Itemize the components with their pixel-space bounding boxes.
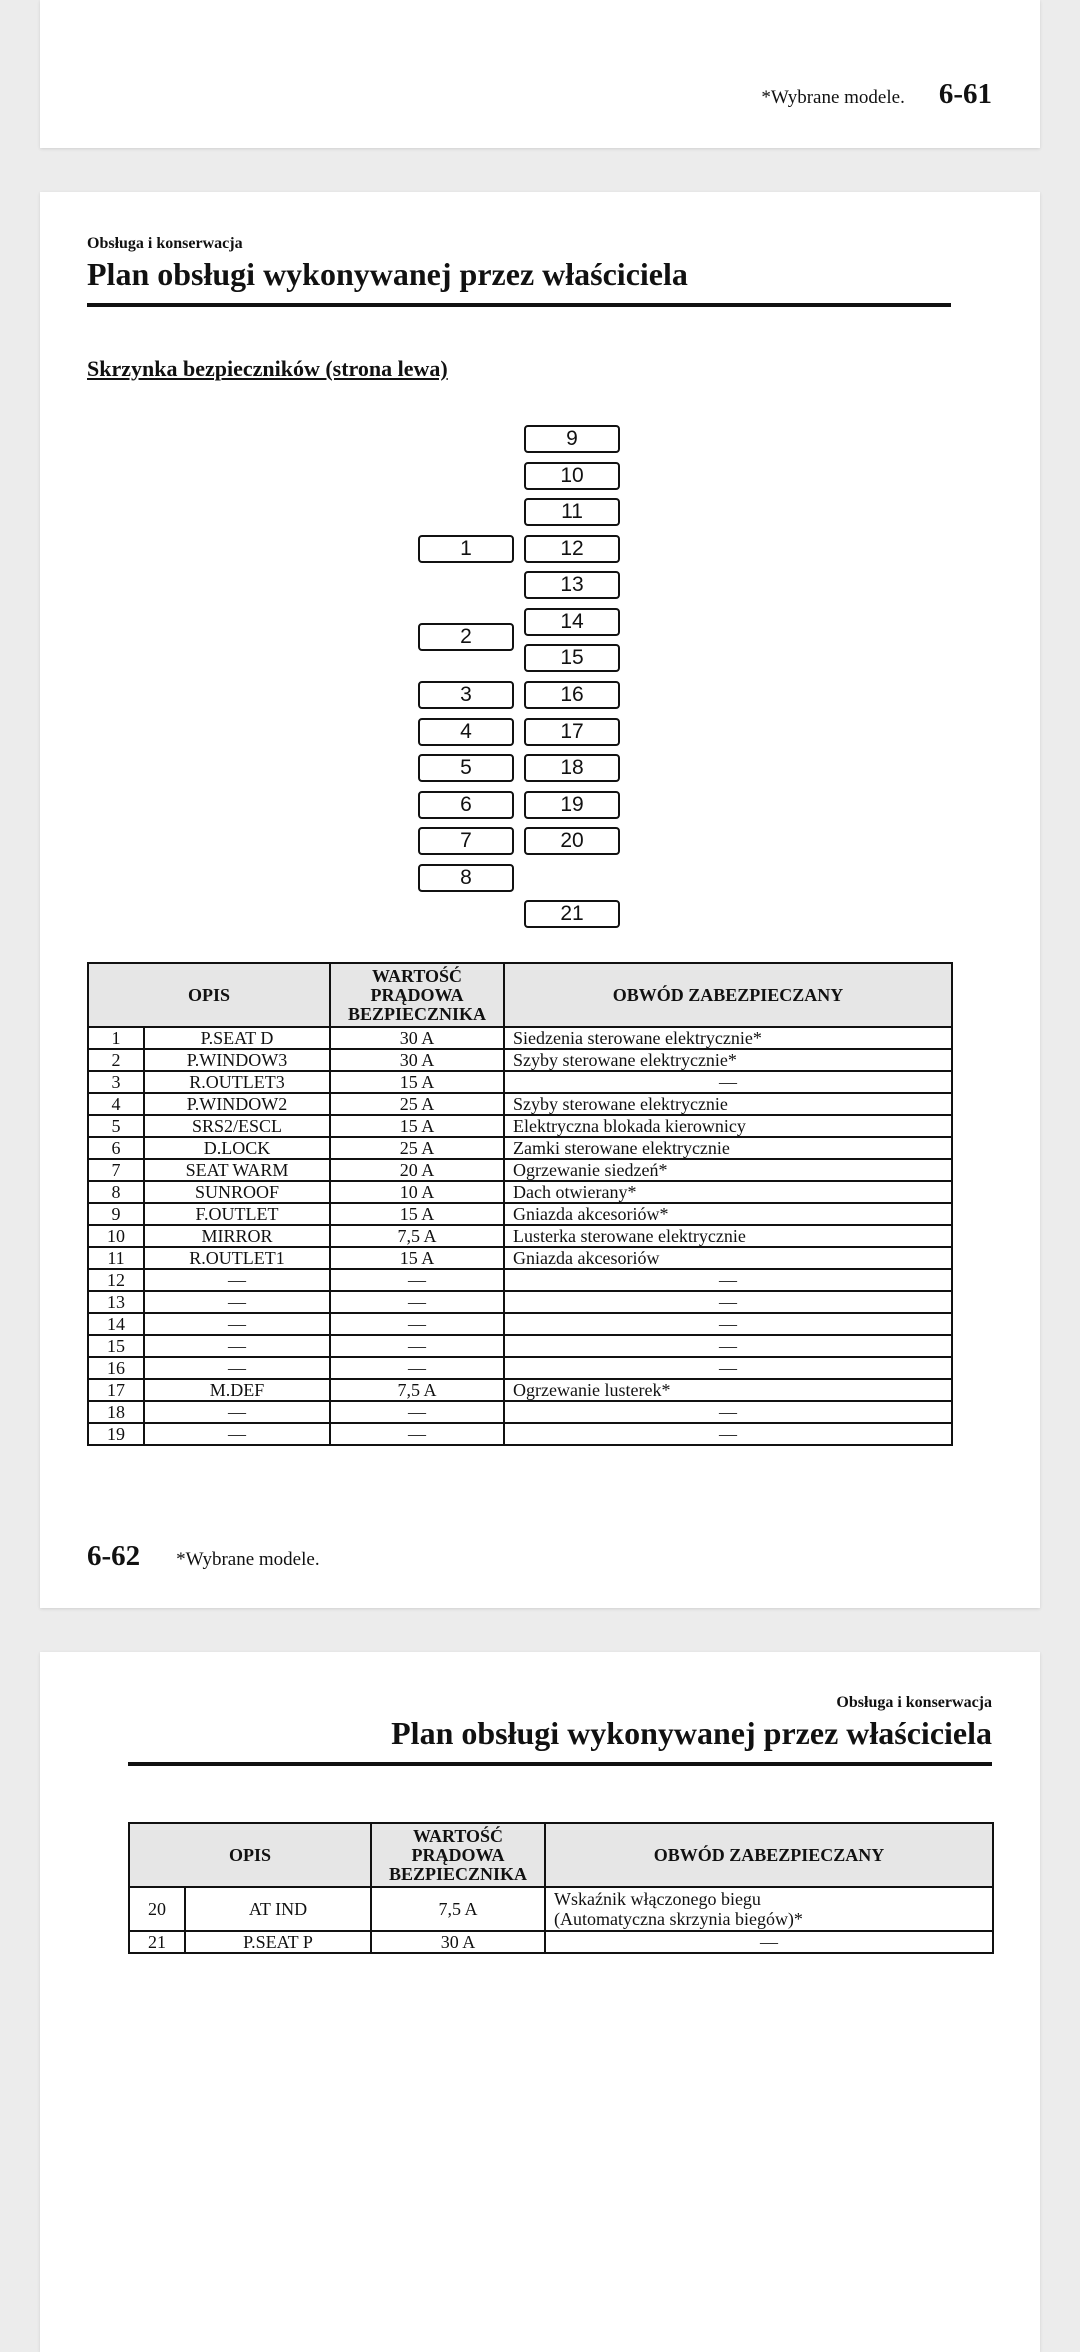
fuse-slot: 15 — [524, 644, 620, 672]
cell-obwod: — — [504, 1401, 952, 1423]
cell-obwod: Zamki sterowane elektrycznie — [504, 1137, 952, 1159]
cell-opis: — — [144, 1335, 330, 1357]
page-6-62 — [40, 192, 1040, 1608]
cell-opis: — — [144, 1291, 330, 1313]
table-row — [88, 1269, 952, 1291]
cell-obwod — [545, 1887, 993, 1931]
cell-no: 7 — [88, 1159, 144, 1181]
cell-no: 9 — [88, 1203, 144, 1225]
table-row — [88, 1027, 952, 1049]
cell-amp: 15 A — [330, 1247, 504, 1269]
cell-amp: 15 A — [330, 1203, 504, 1225]
fuse-box-heading: Skrzynka bezpieczników (strona lewa) — [87, 356, 448, 381]
page-number: 6-62 — [87, 1540, 141, 1572]
table-header-row — [129, 1823, 993, 1887]
page-footer — [761, 78, 992, 111]
page-footer — [87, 1540, 320, 1573]
cell-amp: 7,5 A — [330, 1379, 504, 1401]
cell-opis: — — [144, 1423, 330, 1445]
fuse-slot: 17 — [524, 718, 620, 746]
cell-opis: P.SEAT D — [144, 1027, 330, 1049]
fuse-slot: 14 — [524, 608, 620, 636]
cell-opis: MIRROR — [144, 1225, 330, 1247]
table-row — [88, 1225, 952, 1247]
cell-no: 12 — [88, 1269, 144, 1291]
cell-opis: R.OUTLET1 — [144, 1247, 330, 1269]
cell-no: 10 — [88, 1225, 144, 1247]
fuse-slot: 3 — [418, 681, 514, 709]
table-header-row — [88, 963, 952, 1027]
cell-obwod: Siedzenia sterowane elektrycznie* — [504, 1027, 952, 1049]
table-row — [88, 1071, 952, 1093]
cell-obwod: Szyby sterowane elektrycznie* — [504, 1049, 952, 1071]
cell-obwod: — — [504, 1357, 952, 1379]
header-wartosc-line: PRĄDOWA — [411, 1844, 505, 1865]
cell-no: 16 — [88, 1357, 144, 1379]
table-row — [88, 1291, 952, 1313]
cell-obwod: Gniazda akcesoriów* — [504, 1203, 952, 1225]
header-wartosc — [371, 1823, 545, 1887]
fuse-slot: 19 — [524, 791, 620, 819]
table-row — [129, 1931, 993, 1953]
fuse-slot: 9 — [524, 425, 620, 453]
cell-opis: — — [144, 1313, 330, 1335]
fuse-table — [87, 962, 953, 1446]
cell-obwod-line: Wskaźnik włączonego biegu — [554, 1889, 761, 1909]
cell-amp: — — [330, 1357, 504, 1379]
cell-no: 21 — [129, 1931, 185, 1953]
page-6-61 — [40, 0, 1040, 148]
header-wartosc-line: BEZPIECZNIKA — [347, 1003, 487, 1024]
fuse-slot: 20 — [524, 827, 620, 855]
fuse-slot: 18 — [524, 754, 620, 782]
page-6-63 — [40, 1652, 1040, 2352]
cell-amp: 15 A — [330, 1071, 504, 1093]
table-row — [88, 1357, 952, 1379]
cell-amp: 25 A — [330, 1093, 504, 1115]
cell-no: 1 — [88, 1027, 144, 1049]
cell-no: 20 — [129, 1887, 185, 1931]
cell-no: 14 — [88, 1313, 144, 1335]
table-row — [88, 1247, 952, 1269]
table-row — [88, 1401, 952, 1423]
cell-opis: M.DEF — [144, 1379, 330, 1401]
table-row — [88, 1379, 952, 1401]
table-row — [88, 1313, 952, 1335]
fuse-table-continued — [128, 1822, 994, 1954]
fuse-slot: 8 — [418, 864, 514, 892]
cell-opis: AT IND — [185, 1887, 371, 1931]
header-wartosc-line: WARTOŚĆ — [371, 965, 463, 986]
cell-obwod-line: (Automatyczna skrzynia biegów)* — [554, 1909, 803, 1929]
cell-no: 18 — [88, 1401, 144, 1423]
cell-amp: — — [330, 1335, 504, 1357]
cell-amp: — — [330, 1269, 504, 1291]
cell-no: 13 — [88, 1291, 144, 1313]
cell-obwod: — — [504, 1291, 952, 1313]
footer-note: *Wybrane modele. — [761, 87, 905, 108]
cell-amp: 15 A — [330, 1115, 504, 1137]
table-row — [88, 1093, 952, 1115]
header-wartosc-line: WARTOŚĆ — [412, 1825, 504, 1846]
cell-amp: 7,5 A — [330, 1225, 504, 1247]
header-wartosc-line: BEZPIECZNIKA — [388, 1863, 528, 1884]
cell-opis: SUNROOF — [144, 1181, 330, 1203]
cell-opis: P.SEAT P — [185, 1931, 371, 1953]
table-row — [88, 1159, 952, 1181]
table-row — [88, 1049, 952, 1071]
table-row — [88, 1115, 952, 1137]
table-row — [88, 1423, 952, 1445]
fuse-slot: 11 — [524, 498, 620, 526]
cell-obwod: — — [545, 1931, 993, 1953]
cell-opis: F.OUTLET — [144, 1203, 330, 1225]
cell-obwod: Elektryczna blokada kierownicy — [504, 1115, 952, 1137]
table-row — [88, 1203, 952, 1225]
page-title: Plan obsługi wykonywanej przez właściciela — [87, 256, 688, 292]
cell-opis: — — [144, 1401, 330, 1423]
cell-opis: P.WINDOW2 — [144, 1093, 330, 1115]
fuse-slot: 10 — [524, 462, 620, 490]
table-row — [88, 1137, 952, 1159]
cell-amp: 10 A — [330, 1181, 504, 1203]
cell-obwod: — — [504, 1071, 952, 1093]
cell-obwod: — — [504, 1423, 952, 1445]
cell-opis: — — [144, 1269, 330, 1291]
cell-obwod: — — [504, 1335, 952, 1357]
fuse-slot: 5 — [418, 754, 514, 782]
section-label: Obsługa i konserwacja — [87, 235, 243, 252]
cell-amp: — — [330, 1313, 504, 1335]
table-row — [88, 1335, 952, 1357]
cell-obwod: Dach otwierany* — [504, 1181, 952, 1203]
cell-opis: P.WINDOW3 — [144, 1049, 330, 1071]
header-opis: OPIS — [88, 963, 330, 1027]
fuse-slot: 4 — [418, 718, 514, 746]
cell-opis: SEAT WARM — [144, 1159, 330, 1181]
cell-obwod: Ogrzewanie lusterek* — [504, 1379, 952, 1401]
header-wartosc — [330, 963, 504, 1027]
cell-opis: SRS2/ESCL — [144, 1115, 330, 1137]
header-wartosc-line: PRĄDOWA — [370, 984, 464, 1005]
cell-obwod: — — [504, 1269, 952, 1291]
cell-obwod: Gniazda akcesoriów — [504, 1247, 952, 1269]
cell-no: 15 — [88, 1335, 144, 1357]
cell-amp: — — [330, 1423, 504, 1445]
page-title: Plan obsługi wykonywanej przez właściciela — [391, 1715, 992, 1751]
header-opis: OPIS — [129, 1823, 371, 1887]
fuse-slot: 1 — [418, 535, 514, 563]
fuse-slot: 12 — [524, 535, 620, 563]
cell-opis: — — [144, 1357, 330, 1379]
cell-no: 4 — [88, 1093, 144, 1115]
cell-obwod: Ogrzewanie siedzeń* — [504, 1159, 952, 1181]
cell-no: 11 — [88, 1247, 144, 1269]
cell-no: 2 — [88, 1049, 144, 1071]
footer-note: *Wybrane modele. — [176, 1549, 320, 1570]
fuse-slot: 6 — [418, 791, 514, 819]
table-row — [129, 1887, 993, 1931]
section-label: Obsługa i konserwacja — [836, 1694, 992, 1711]
cell-amp: 30 A — [330, 1049, 504, 1071]
fuse-slot: 21 — [524, 900, 620, 928]
cell-opis: D.LOCK — [144, 1137, 330, 1159]
fuse-slot: 16 — [524, 681, 620, 709]
title-rule — [128, 1762, 992, 1766]
cell-no: 5 — [88, 1115, 144, 1137]
cell-obwod: Szyby sterowane elektrycznie — [504, 1093, 952, 1115]
cell-opis: R.OUTLET3 — [144, 1071, 330, 1093]
cell-amp: 30 A — [371, 1931, 545, 1953]
cell-no: 6 — [88, 1137, 144, 1159]
cell-no: 19 — [88, 1423, 144, 1445]
cell-amp: 25 A — [330, 1137, 504, 1159]
fuse-slot: 2 — [418, 623, 514, 651]
table-row — [88, 1181, 952, 1203]
cell-amp: 30 A — [330, 1027, 504, 1049]
header-obwod: OBWÓD ZABEZPIECZANY — [545, 1823, 993, 1887]
fuse-slot: 13 — [524, 571, 620, 599]
cell-amp: — — [330, 1401, 504, 1423]
cell-amp: — — [330, 1291, 504, 1313]
cell-no: 3 — [88, 1071, 144, 1093]
header-obwod: OBWÓD ZABEZPIECZANY — [504, 963, 952, 1027]
cell-amp: 7,5 A — [371, 1887, 545, 1931]
fuse-slot: 7 — [418, 827, 514, 855]
cell-no: 8 — [88, 1181, 144, 1203]
title-rule — [87, 303, 951, 307]
cell-obwod: Lusterka sterowane elektrycznie — [504, 1225, 952, 1247]
cell-no: 17 — [88, 1379, 144, 1401]
cell-amp: 20 A — [330, 1159, 504, 1181]
page-number: 6-61 — [938, 78, 992, 110]
cell-obwod: — — [504, 1313, 952, 1335]
